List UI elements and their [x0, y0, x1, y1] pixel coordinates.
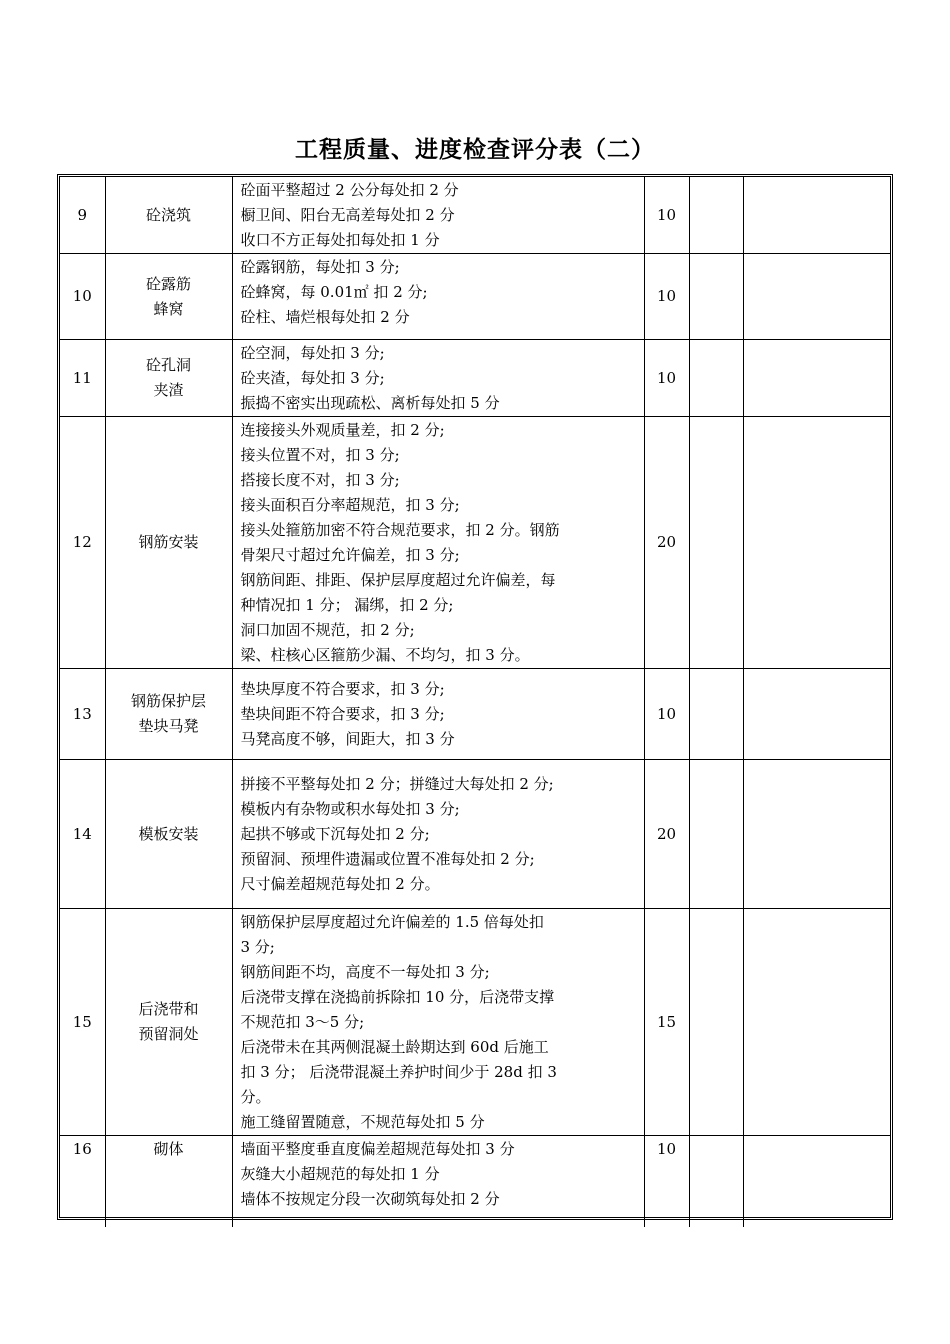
check-item-line: 夹渣: [153, 381, 184, 399]
remarks-cell[interactable]: [743, 669, 890, 760]
table-row: [60, 909, 890, 1136]
remarks-cell[interactable]: [743, 254, 890, 340]
criteria-line: 预留洞、预埋件遗漏或位置不准每处扣 2 分;: [240, 850, 535, 868]
criteria-line: 垫块间距不符合要求，扣 3 分;: [240, 705, 445, 723]
criteria-line: 后浇带支撑在浇捣前拆除扣 10 分，后浇带支撑: [240, 988, 555, 1006]
criteria-line: 不规范扣 3～5 分;: [240, 1013, 365, 1031]
criteria-line: 马凳高度不够，间距大，扣 3 分: [240, 730, 455, 748]
standard-score: 10: [644, 340, 689, 417]
criteria-line: 接头面积百分率超规范，扣 3 分;: [240, 496, 460, 514]
table-row: [60, 1136, 890, 1227]
criteria-line: 灰缝大小超规范的每处扣 1 分: [240, 1165, 440, 1183]
standard-score: 10: [644, 669, 689, 760]
check-item-line: 模板安装: [138, 824, 199, 843]
row-number: 14: [60, 760, 105, 909]
criteria-line: 收口不方正每处扣每处扣 1 分: [240, 231, 440, 249]
row-number: 13: [60, 669, 105, 760]
check-item-line: 后浇带和: [138, 1000, 199, 1018]
score-table: [57, 174, 893, 1220]
standard-score: 10: [644, 254, 689, 340]
deduction-cell[interactable]: [689, 909, 743, 1136]
standard-score: 20: [644, 417, 689, 669]
criteria-line: 钢筋间距不均，高度不一每处扣 3 分;: [240, 963, 490, 981]
criteria-line: 橱卫间、阳台无高差每处扣 2 分: [240, 206, 455, 224]
check-item-line: 砌体: [153, 1140, 184, 1158]
criteria-line: 墙体不按规定分段一次砌筑每处扣 2 分: [240, 1190, 500, 1208]
deduction-cell[interactable]: [689, 669, 743, 760]
criteria-line: 扣 3 分； 后浇带混凝土养护时间少于 28d 扣 3: [240, 1063, 557, 1081]
check-item-line: 垫块马凳: [138, 717, 199, 735]
criteria-line: 砼柱、墙烂根每处扣 2 分: [240, 308, 410, 326]
row-number: 15: [60, 909, 105, 1136]
table-row: [60, 254, 890, 340]
deduction-criteria: [232, 1136, 644, 1227]
score-table-grid: [60, 177, 890, 1227]
table-row: [60, 177, 890, 254]
page-title: 工程质量、进度检查评分表（二）: [295, 137, 655, 163]
criteria-line: 骨架尺寸超过允许偏差，扣 3 分;: [240, 546, 460, 564]
standard-score: 10: [644, 177, 689, 254]
table-row: [60, 417, 890, 669]
criteria-line: 接头处箍筋加密不符合规范要求，扣 2 分。钢筋: [240, 521, 560, 539]
criteria-line: 砼露钢筋，每处扣 3 分;: [240, 258, 400, 276]
check-item: [105, 177, 232, 254]
criteria-line: 振捣不密实出现疏松、离析每处扣 5 分: [240, 394, 500, 412]
deduction-criteria: [232, 760, 644, 909]
check-item: [105, 1136, 232, 1227]
criteria-line: 3 分;: [240, 938, 275, 956]
criteria-line: 尺寸偏差超规范每处扣 2 分。: [240, 875, 440, 893]
row-number: 11: [60, 340, 105, 417]
criteria-line: 垫块厚度不符合要求，扣 3 分;: [240, 680, 445, 698]
deduction-criteria: [232, 340, 644, 417]
check-item-line: 蜂窝: [153, 299, 184, 318]
criteria-line: 后浇带未在其两侧混凝土龄期达到 60d 后施工: [240, 1038, 549, 1056]
criteria-line: 拼接不平整每处扣 2 分；拼缝过大每处扣 2 分;: [240, 775, 554, 793]
remarks-cell[interactable]: [743, 417, 890, 669]
table-row: [60, 669, 890, 760]
check-item: [105, 669, 232, 760]
check-item-line: 砼孔洞: [145, 356, 191, 374]
criteria-line: 钢筋保护层厚度超过允许偏差的 1.5 倍每处扣: [240, 913, 544, 931]
table-row: [60, 760, 890, 909]
deduction-criteria: [232, 909, 644, 1136]
remarks-cell[interactable]: [743, 1136, 890, 1227]
criteria-line: 钢筋间距、排距、保护层厚度超过允许偏差，每: [240, 571, 556, 589]
criteria-line: 砼面平整超过 2 公分每处扣 2 分: [240, 181, 459, 199]
check-item: [105, 254, 232, 340]
standard-score: 10: [644, 1136, 689, 1227]
check-item-line: 预留洞处: [138, 1025, 199, 1043]
remarks-cell[interactable]: [743, 340, 890, 417]
check-item-line: 砼浇筑: [145, 205, 191, 224]
remarks-cell[interactable]: [743, 909, 890, 1136]
criteria-line: 搭接长度不对，扣 3 分;: [240, 471, 400, 489]
criteria-line: 梁、柱核心区箍筋少漏、不均匀，扣 3 分。: [240, 646, 530, 664]
row-number: 12: [60, 417, 105, 669]
criteria-line: 起拱不够或下沉每处扣 2 分;: [240, 825, 430, 843]
criteria-line: 砼夹渣，每处扣 3 分;: [240, 369, 385, 387]
deduction-cell[interactable]: [689, 1136, 743, 1227]
check-item: [105, 760, 232, 909]
check-item-line: 钢筋安装: [138, 533, 199, 551]
deduction-criteria: [232, 254, 644, 340]
check-item-line: 砼露筋: [145, 274, 191, 293]
criteria-line: 砼空洞，每处扣 3 分;: [240, 344, 385, 362]
deduction-cell[interactable]: [689, 177, 743, 254]
criteria-line: 砼蜂窝，每 0.01㎡ 扣 2 分;: [240, 283, 428, 301]
remarks-cell[interactable]: [743, 177, 890, 254]
deduction-criteria: [232, 177, 644, 254]
deduction-cell[interactable]: [689, 340, 743, 417]
deduction-cell[interactable]: [689, 417, 743, 669]
deduction-cell[interactable]: [689, 254, 743, 340]
check-item-line: 钢筋保护层: [130, 692, 206, 710]
criteria-line: 洞口加固不规范，扣 2 分;: [240, 621, 415, 639]
table-row: [60, 340, 890, 417]
remarks-cell[interactable]: [743, 760, 890, 909]
check-item: [105, 340, 232, 417]
check-item: [105, 417, 232, 669]
deduction-criteria: [232, 669, 644, 760]
row-number: 9: [60, 177, 105, 254]
standard-score: 15: [644, 909, 689, 1136]
criteria-line: 施工缝留置随意，不规范每处扣 5 分: [240, 1113, 485, 1131]
criteria-line: 接头位置不对，扣 3 分;: [240, 446, 400, 464]
deduction-criteria: [232, 417, 644, 669]
standard-score: 20: [644, 760, 689, 909]
deduction-cell[interactable]: [689, 760, 743, 909]
criteria-line: 连接接头外观质量差，扣 2 分;: [240, 421, 445, 439]
check-item: [105, 909, 232, 1136]
criteria-line: 种情况扣 1 分； 漏绑，扣 2 分;: [240, 596, 454, 614]
row-number: 16: [60, 1136, 105, 1227]
criteria-line: 墙面平整度垂直度偏差超规范每处扣 3 分: [240, 1140, 515, 1158]
row-number: 10: [60, 254, 105, 340]
criteria-line: 模板内有杂物或积水每处扣 3 分;: [240, 800, 460, 818]
criteria-line: 分。: [240, 1088, 271, 1106]
